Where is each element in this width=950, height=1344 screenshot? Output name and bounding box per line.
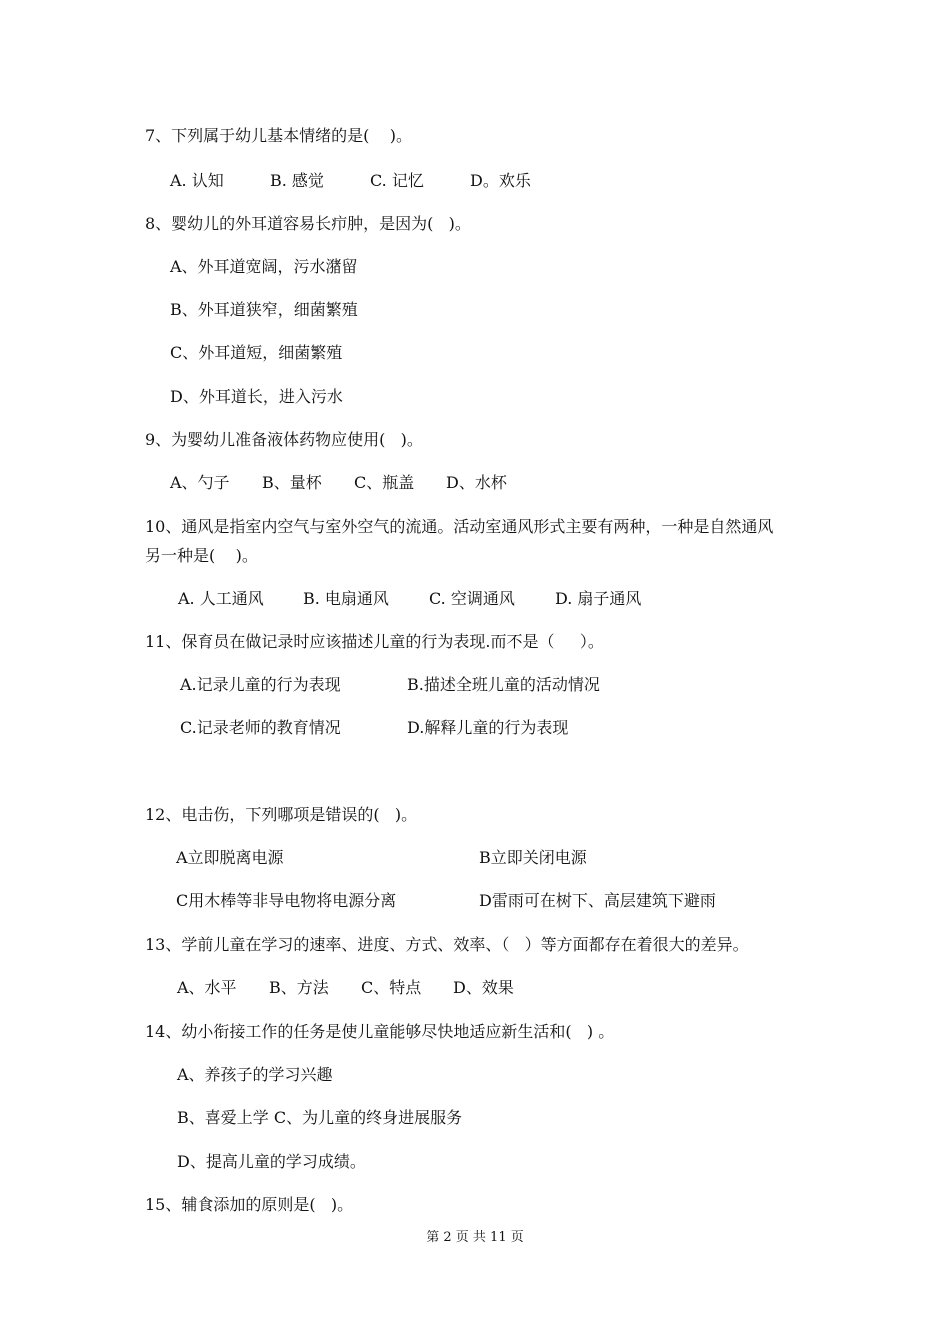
option-c: C. 记忆: [370, 171, 424, 190]
question-14-stem: 14、幼小衔接工作的任务是使儿童能够尽快地适应新生活和( ) 。: [145, 1022, 615, 1041]
question-11-options-row-2: [0, 717, 950, 739]
option-a: A. 人工通风: [178, 589, 264, 608]
option-c: C、特点: [361, 978, 422, 997]
option-b: B、量杯: [262, 473, 322, 492]
question-11-options-row-1: [0, 674, 950, 696]
option-a: A、水平: [177, 978, 237, 997]
option-c: C. 空调通风: [429, 589, 515, 608]
question-8-option-b: B、外耳道狭窄，细菌繁殖: [170, 300, 358, 319]
option-b: B. 感觉: [270, 171, 324, 190]
question-8-option-a: A、外耳道宽阔，污水潴留: [170, 257, 358, 276]
page-number-footer: 第 2 页 共 11 页: [426, 1230, 524, 1245]
question-9-stem: 9、为婴幼儿准备液体药物应使用( )。: [145, 430, 423, 449]
question-12-options-row-1: [0, 847, 950, 869]
question-8-option-c: C、外耳道短，细菌繁殖: [170, 343, 343, 362]
question-14-option-a: A、养孩子的学习兴趣: [177, 1065, 333, 1084]
option-c: C、瓶盖: [354, 473, 415, 492]
option-c: C.记录老师的教育情况: [180, 718, 341, 737]
question-14-option-b: B、喜爱上学 C、为儿童的终身进展服务: [177, 1108, 463, 1127]
option-c: C用木棒等非导电物将电源分离: [176, 891, 397, 910]
option-b: B、方法: [269, 978, 329, 997]
option-d: D. 扇子通风: [555, 589, 642, 608]
option-b: B立即关闭电源: [479, 848, 587, 867]
question-12-stem: 12、电击伤，下列哪项是错误的( )。: [145, 805, 418, 824]
question-7-stem: 7、下列属于幼儿基本情绪的是( )。: [145, 126, 413, 145]
option-a: A. 认知: [170, 171, 224, 190]
option-d: D雷雨可在树下、高层建筑下避雨: [479, 891, 716, 910]
question-8-option-d: D、外耳道长，进入污水: [170, 387, 343, 406]
option-a: A立即脱离电源: [176, 848, 284, 867]
option-d: D、效果: [453, 978, 514, 997]
question-13-stem: 13、学前儿童在学习的速率、进度、方式、效率、（ ）等方面都存在着很大的差异。: [145, 935, 749, 954]
question-11-stem: 11、保育员在做记录时应该描述儿童的行为表现.而不是（ ）。: [145, 632, 604, 651]
question-10-stem-line-1: 10、通风是指室内空气与室外空气的流通。活动室通风形式主要有两种，一种是自然通风: [145, 517, 774, 536]
question-12-options-row-2: [0, 890, 950, 912]
option-d: D.解释儿童的行为表现: [407, 718, 569, 737]
question-13-options: [0, 977, 950, 999]
question-9-options: [0, 472, 950, 494]
question-14-option-d: D、提高儿童的学习成绩。: [177, 1152, 366, 1171]
option-a: A、勺子: [170, 473, 230, 492]
question-7-options: [0, 170, 950, 192]
option-a: A.记录儿童的行为表现: [180, 675, 341, 694]
option-d: D。欢乐: [470, 171, 531, 190]
question-15-stem: 15、辅食添加的原则是( )。: [145, 1195, 354, 1214]
option-b: B.描述全班儿童的活动情况: [407, 675, 600, 694]
option-b: B. 电扇通风: [303, 589, 389, 608]
option-d: D、水杯: [446, 473, 507, 492]
question-10-options: [0, 588, 950, 610]
question-10-stem-line-2: 另一种是( )。: [145, 546, 258, 565]
question-8-stem: 8、婴幼儿的外耳道容易长疖肿，是因为( )。: [145, 214, 471, 233]
